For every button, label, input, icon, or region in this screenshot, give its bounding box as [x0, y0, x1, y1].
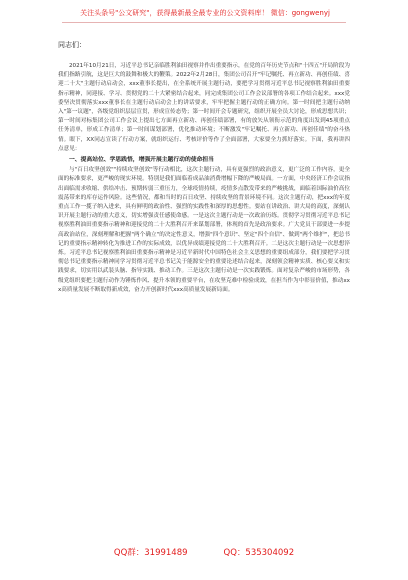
contact-footer — [0, 546, 408, 562]
section-heading-1: 一、提高站位、学思践悟，增强开展主题行动的使命担当 — [69, 157, 214, 164]
qq-contact: QQ：535304092 — [223, 548, 295, 558]
paragraph-intro: 2021年10月21日，习近平总书记亲临胜利油田视察并作出重要指示，在党的百年历史节点和"十四五"开局阶段为我们指路引航，这是巨大的鼓舞和极大的鞭策。2022年2月28日，集团公司召开"牢记嘱托、再立新功、再创佳绩、喜迎二十大"主题行动启动会，xxx董事长提出，在全系统开展主题行动，要把学习贯彻习近平总书记视察胜利油田重要指示精神，同迎接、学习、贯彻党的二十大紧密结合起来，同完成集团公司工作会议部署的各项工作结合起来。xxx党委坚决贯彻落实xxx董事长在主题行动启动会上的讲话要求，牢牢把握主题行动的正确方向。第一时间把主题行动纳入"第一议题"，各级党组织层层宣贯，形成宣传态势；第一时间开会专题研究，组织开展全员大讨论，形成思想共识；第一时间对标集团公司工作会议上提出七方面再立新功、再创佳绩部署，有的放矢从领衔示范的角度出发到45项重点任务清单，形成工作清单；第一时间谋划部署，优化推动环境；不断激发"牢记嘱托、再立新功、再创佳绩"的奋斗热情。眼下，XX同志宣读了行动方案，就组织运行、考核评价等作了全面部署，大家要全力抓好落实。下面，我再讲四点意见： — [58, 63, 350, 152]
promo-banner: 关注头条号"公文研究"，获得最新最全最专业的公文资料库！ 微信：gongwenyj — [80, 9, 330, 17]
banner-divider — [62, 22, 346, 23]
paragraph-section-1: 与"百日攻坚创效""持续攻坚创效"等行动相比，这次主题行动，具有更强烈的政治意义，更广泛的工作内容，更全面的标准要求，更严峻的现实环境。特别是我们面临着成品油消费增幅下降的严峻局面。一方面，中央经济工作会议指出面临需求收缩、供给冲击、预期转弱三重压力，全球疫情持续，疫情多点散发带来的严峻挑战，面临着国际油价高位震荡带来的库存运作风险。这些情况，都和当时的百日攻坚、持续攻坚的背景环境不同。这次主题行动，把xxx的年度重点工作一揽子纳入进来，具有鲜明的政治性、强烈的实践性和深厚的思想性。要站在讲政治、讲大局的高度，深刻认识开展主题行动的重大意义，切实增强责任感使命感。一是这次主题行动是一次政治历练。贯彻学习贯彻习近平总书记视察胜利油田重要指示精神和迎接党的二十大胜利召开来谋划部署，体现的首先是政治要求。广大党员干部要进一步提高政治站位，深刻理解和把握"两个确立"的决定性意义，增强"四个意识"、坚定"四个自信"、做到"两个维护"，把总书记的重要指示精神转化为推进工作的实际成效，以优异成绩迎接党的二十大胜利召开。二是这次主题行动是一次思想淬炼。习近平总书记视察胜利油田重要指示精神是习近平新时代中国特色社会主义思想的重要组成部分，我们要把学习贯彻总书记重要指示精神同学习贯彻习近平总书记关于能源安全的重要论述结合起来，深刻领会精神实质、核心要义和实践要求，切实用以武装头脑、指导实践、推动工作。三是这次主题行动是一次实践锻炼。面对复杂严峻的市场形势，各级党组织要把主题行动作为锤炼作风、提升本领的重要平台，在攻坚克难中检验成效，在担当作为中彰显价值，推动xxx高质量发展不断取得新成效，奋力开创新时代xxx高质量发展新局面。 — [58, 167, 350, 293]
document-body — [58, 62, 350, 522]
qq-group-contact: QQ群：31991489 — [113, 548, 188, 558]
salutation: 同志们： — [58, 41, 86, 49]
